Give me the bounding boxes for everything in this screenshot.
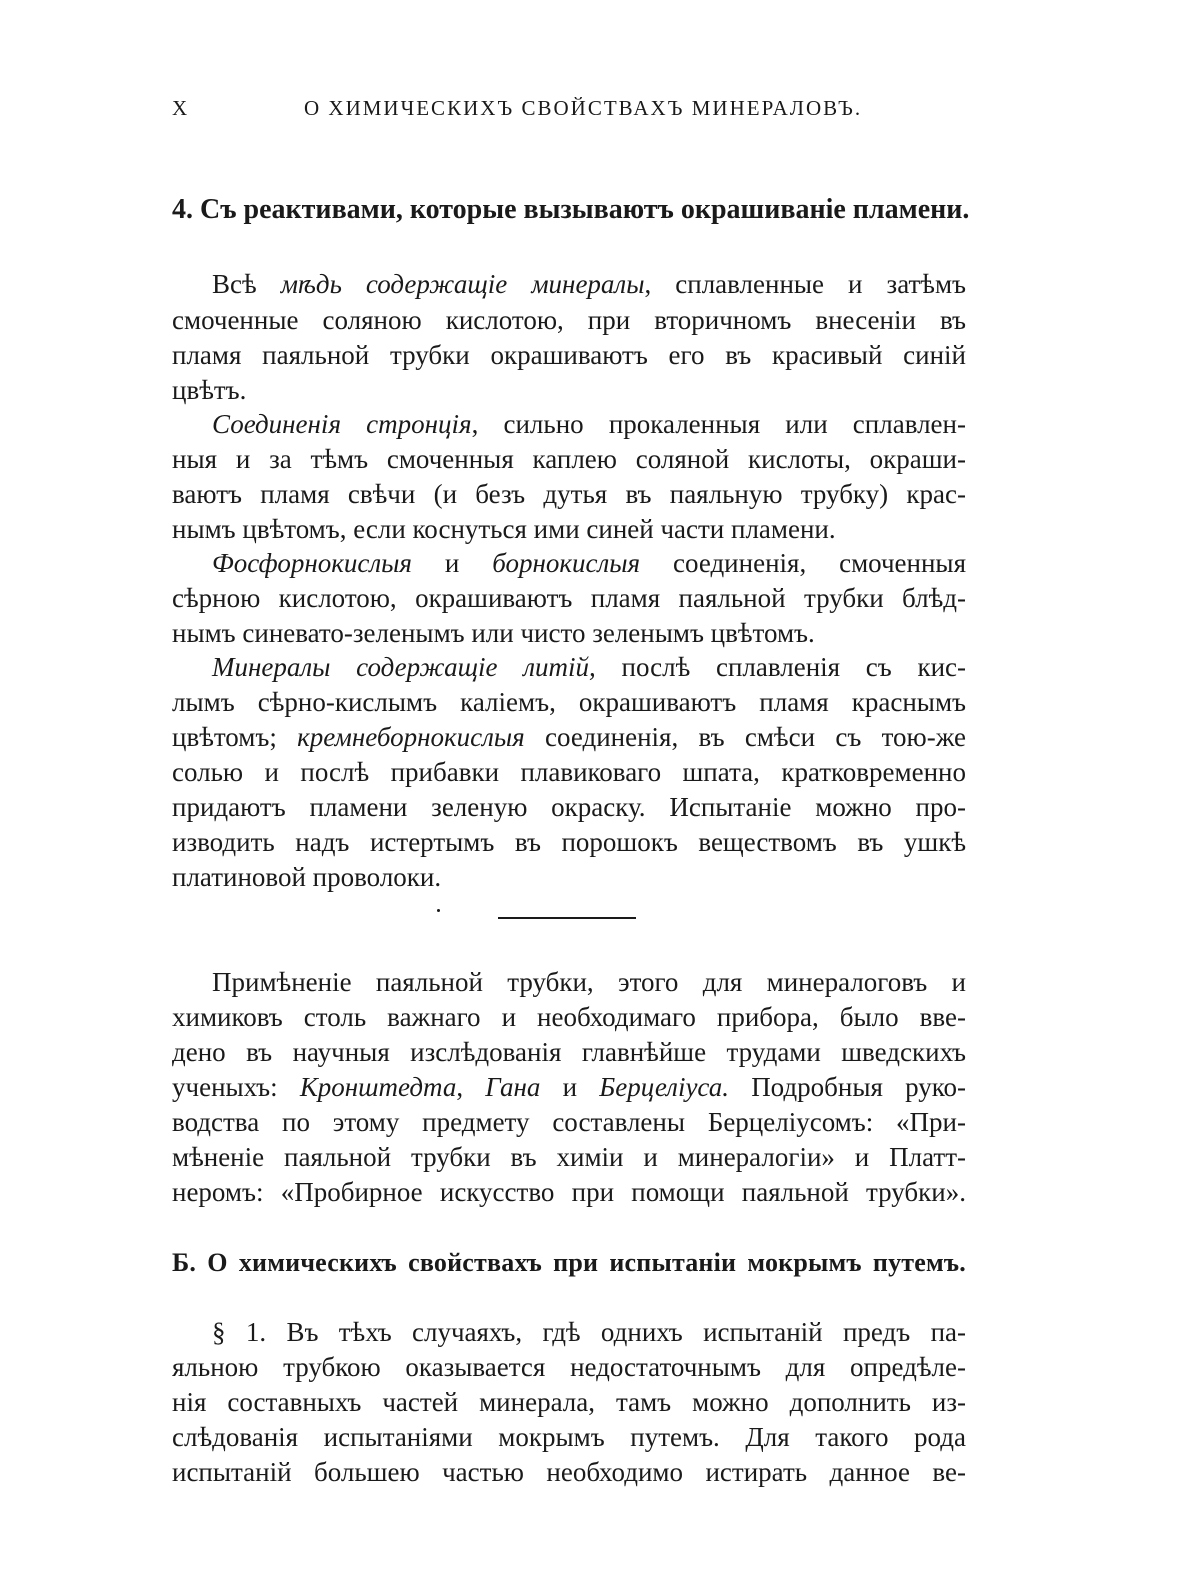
paragraph-line: Всѣ мѣдь содержащiе минералы, сплавленные и затѣмъ [212,269,966,299]
paragraph-line: слѣдованiя испытанiями мокрымъ путемъ. Для такого рода [172,1422,966,1452]
paragraph-line: ныя и за тѣмъ смоченныя каплею соляной кислоты, окраши- [172,444,966,474]
paragraph-line: нiя составныхъ частей минерала, тамъ можно дополнить из- [172,1387,966,1417]
paragraph-line: Фосфорнокислыя и борнокислыя соединенiя, смоченныя [212,548,966,578]
section-4-heading: 4. Съ реактивами, которые вызываютъ окрашиванiе пламени. [172,194,970,225]
ink-speck [437,909,440,912]
paragraph-line: нымъ цвѣтомъ, если коснуться ими синей части пламени. [172,514,836,544]
page-number: X [172,96,190,120]
paragraph-line: дено въ научныя изслѣдованiя главнѣйше трудами шведскихъ [172,1037,966,1067]
paragraph-line: сѣрною кислотою, окрашиваютъ пламя паяльной трубки блѣд- [172,583,966,613]
section-divider [498,917,636,919]
running-title: О ХИМИЧЕСКИХЪ СВОЙСТВАХЪ МИНЕРАЛОВЪ. [304,96,863,120]
paragraph-line: мѣненiе паяльной трубки въ химiи и минералогiи» и Платт- [172,1142,966,1172]
paragraph-line: платиновой проволоки. [172,862,442,892]
paragraph-line: цвѣтомъ; кремнеборнокислыя соединенiя, въ смѣси съ тою-же [172,722,966,752]
paragraph-line: солью и послѣ прибавки плавиковаго шпата, кратковременно [172,757,966,787]
paragraph-line: Примѣненiе паяльной трубки, этого для минералоговъ и [212,967,966,997]
paragraph-line: лымъ сѣрно-кислымъ калiемъ, окрашиваютъ пламя краснымъ [172,687,966,717]
paragraph-line: Соединенiя стронцiя, сильно прокаленныя или сплавлен- [212,409,966,439]
paragraph-line: химиковъ столь важнаго и необходимаго прибора, было вве- [172,1002,966,1032]
paragraph-line: придаютъ пламени зеленую окраску. Испытанiе можно про- [172,792,966,822]
paragraph-line: цвѣтъ. [172,375,247,405]
paragraph-line: Минералы содержащiе литiй, послѣ сплавленiя съ кис- [212,652,966,682]
paragraph-line: неромъ: «Пробирное искусство при помощи паяльной трубки». [172,1177,966,1207]
paragraph-line: ваютъ пламя свѣчи (и безъ дутья въ паяльную трубку) крас- [172,479,966,509]
paragraph-line: испытанiй большею частью необходимо истирать данное ве- [172,1457,966,1487]
paragraph-line: изводить надъ истертымъ въ порошокъ веществомъ въ ушкѣ [172,827,966,857]
paragraph-line: ученыхъ: Кронштедта, Гана и Берцелiуса. Подробныя руко- [172,1072,966,1102]
paragraph-line: § 1. Въ тѣхъ случаяхъ, гдѣ однихъ испытанiй предъ па- [212,1317,966,1347]
section-b-heading: Б. О химическихъ свойствахъ при испытанiи мокрымъ путемъ. [172,1248,966,1277]
paragraph-line: пламя паяльной трубки окрашиваютъ его въ красивый синiй [172,340,966,370]
paragraph-line: нымъ синевато-зеленымъ или чисто зеленымъ цвѣтомъ. [172,618,815,648]
paragraph-line: водства по этому предмету составлены Берцелiусомъ: «При- [172,1107,966,1137]
paragraph-line: смоченные соляною кислотою, при вторичномъ внесенiи въ [172,305,966,335]
paragraph-line: яльною трубкою оказывается недостаточнымъ для опредѣле- [172,1352,966,1382]
